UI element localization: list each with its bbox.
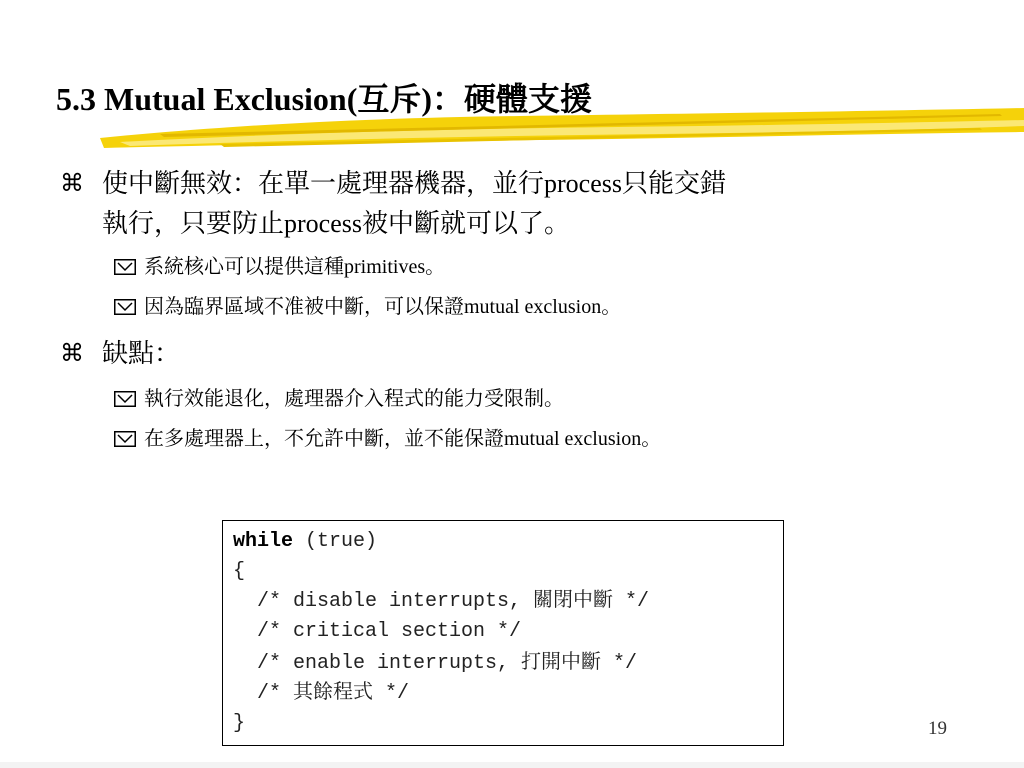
code-block [222, 520, 784, 746]
command-bullet-icon: ⌘ [60, 341, 84, 367]
bullet-2-line-1: 缺點： [102, 339, 181, 368]
bottom-divider [0, 762, 1024, 768]
command-bullet-icon: ⌘ [60, 171, 84, 197]
code-line: /* 其餘程式 */ [233, 682, 410, 705]
sub-bullet-text: 執行效能退化，處理器介入程式的能力受限制。 [144, 388, 564, 410]
code-line-1 [233, 527, 377, 557]
slide-title: 5.3 Mutual Exclusion(互斥)：硬體支援 [56, 81, 593, 117]
code-line: /* enable interrupts, 打開中斷 */ [233, 652, 638, 675]
code-line: } [233, 712, 246, 735]
code-keyword: while [233, 530, 294, 553]
yellow-brush-underline [100, 104, 1024, 154]
checkbox-arrow-icon [114, 259, 136, 275]
bullet-1-line-2: 執行，只要防止process被中斷就可以了。 [102, 209, 570, 238]
code-line: { [233, 560, 246, 583]
code-condition: (true) [293, 530, 378, 553]
sub-bullet-text: 因為臨界區域不准被中斷，可以保證mutual exclusion。 [144, 296, 622, 318]
checkbox-arrow-icon [114, 431, 136, 447]
code-line: /* disable interrupts, 關閉中斷 */ [233, 590, 650, 613]
code-line: /* critical section */ [233, 620, 522, 643]
checkbox-arrow-icon [114, 391, 136, 407]
bullet-1-line-1: 使中斷無效：在單一處理器機器，並行process只能交錯 [102, 169, 726, 198]
sub-bullet-text: 在多處理器上，不允許中斷，並不能保證mutual exclusion。 [144, 428, 662, 450]
sub-bullet-text: 系統核心可以提供這種primitives。 [144, 256, 446, 278]
page-number: 19 [928, 718, 947, 739]
checkbox-arrow-icon [114, 299, 136, 315]
